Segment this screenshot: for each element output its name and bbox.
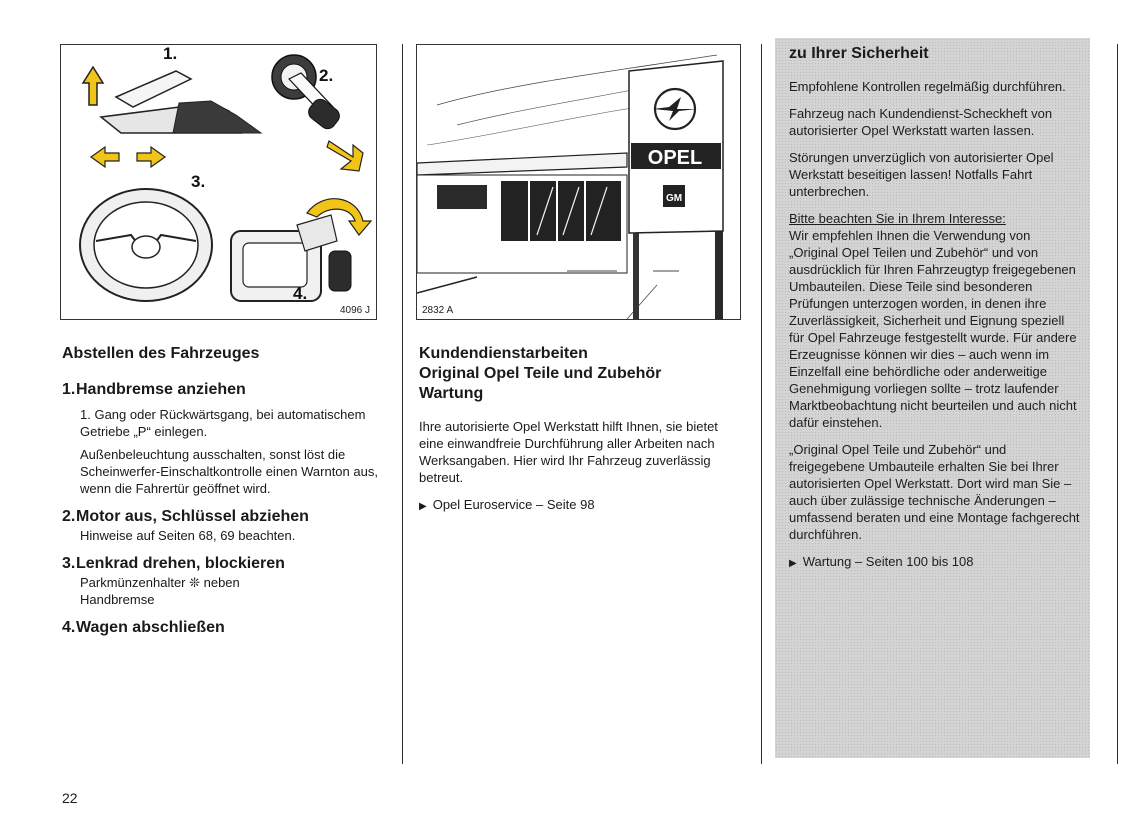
page-number: 22 (62, 790, 78, 806)
sidebar-paragraph-2: Fahrzeug nach Kundendienst-Scheckheft von autorisierter Opel Werkstatt warten lassen. (789, 106, 1053, 138)
building-windows (501, 181, 621, 241)
column-divider (761, 44, 762, 764)
heading-line: Kundendienstarbeiten (419, 345, 588, 362)
column-divider (402, 44, 403, 764)
handbrake-housing (173, 101, 261, 133)
door-key-icon (329, 251, 351, 291)
step-label-2: 2. (319, 66, 334, 85)
step-3-body: Parkmünzenhalter ❊ neben Handbremse (80, 575, 240, 607)
euroservice-reference (419, 496, 741, 515)
step-number: 2. (62, 508, 76, 525)
parking-steps-illustration (60, 44, 377, 320)
opel-sign-text: OPEL (647, 147, 703, 169)
gm-badge-text: GM (665, 193, 683, 204)
service-section (419, 344, 741, 515)
section-heading: Abstellen des Fahrzeuges (62, 345, 260, 362)
service-heading (419, 344, 741, 404)
sidebar-reference-text: Wartung – Seiten 100 bis 108 (802, 554, 974, 569)
step-title-text: Handbremse anziehen (76, 381, 246, 398)
workshop-illustration (416, 44, 741, 320)
step-2-body: Hinweise auf Seiten 68, 69 beachten. (80, 528, 296, 543)
step-1-body-1: 1. Gang oder Rückwärtsgang, bei automatischem Getriebe „P“ einlegen. (80, 407, 366, 439)
triangle-right-icon: ▶ (789, 558, 797, 569)
step-label-4: 4. (293, 284, 308, 303)
step-label-3: 3. (191, 172, 206, 191)
step-3-title (62, 554, 380, 574)
step-number: 3. (62, 555, 76, 572)
step-4-title (62, 618, 380, 638)
figure-code: 4096 J (339, 305, 370, 316)
arrow-right-icon (137, 147, 165, 167)
step-1-body-2: Außenbeleuchtung ausschalten, sonst löst die Scheinwerfer-Einschaltkontrolle einen Warnton aus, wenn die Fahrertür geöffnet wird. (80, 447, 378, 496)
sidebar-paragraph-4 (789, 210, 1080, 431)
sidebar-notice-body: Wir empfehlen Ihnen die Verwendung von „Original Opel Teilen und Zubehör“ und von ausdrücklich für Ihren Fahrzeugtyp freigegebenen Umbauteilen. Diese Teile sind besonderen Prüfungen unterzogen worden, in denen ihre Zuverlässigkeit, Sicherheit und Eignung speziell für Opel Fahrzeuge festgestellt wurde. Für andere Erzeugnisse können wir dies – auch wenn im Einzelfall eine behördliche oder anderweitige Genehmigung vorliegen sollte – trotz laufender Marktbeobachtung nicht beurteilen und auch nicht dafür einstehen. (789, 228, 1077, 430)
column-divider (1117, 44, 1118, 764)
triangle-right-icon: ▶ (419, 501, 427, 512)
euroservice-reference-text: Opel Euroservice – Seite 98 (432, 497, 595, 512)
arrow-pull-icon (327, 141, 363, 171)
figure-code: 2832 A (422, 305, 454, 316)
arrow-left-icon (91, 147, 119, 167)
step-title-text: Lenkrad drehen, blockieren (76, 555, 285, 572)
sidebar-notice-lead: Bitte beachten Sie in Ihrem Interesse: (789, 211, 1006, 226)
step-2-title (62, 507, 380, 527)
step-number: 1. (62, 381, 76, 398)
heading-line: Wartung (419, 385, 484, 402)
sidebar-paragraph-1: Empfohlene Kontrollen regelmäßig durchführen. (789, 79, 1066, 94)
workshop-illustration-svg (417, 45, 740, 319)
sidebar-reference (789, 553, 1080, 572)
sign-pole (633, 231, 639, 319)
parking-section (62, 344, 380, 638)
sidebar-paragraph-5: „Original Opel Teile und Zubehör“ und freigegebene Umbauteile erhalten Sie bei Ihrer autorisierten Opel Werkstatt. Dort wird man Sie – auch über zulässige technische Änderungen – umfassend beraten und eine Montage fachgerecht durchführen. (789, 442, 1080, 542)
building-roof (417, 153, 627, 175)
service-paragraph: Ihre autorisierte Opel Werkstatt hilft Ihnen, sie bietet eine einwandfreie Durchführung aller Arbeiten nach Werksangaben. Hier wird Ihr Fahrzeug zuverlässig betreut. (419, 419, 718, 485)
step-1-title (62, 380, 380, 400)
handbrake-lever (116, 71, 191, 107)
step-number: 4. (62, 619, 76, 636)
sidebar-paragraph-3: Störungen unverzüglich von autorisierter Opel Werkstatt beseitigen lassen! Notfalls Fahrt unterbrechen. (789, 150, 1054, 199)
safety-sidebar (775, 38, 1090, 758)
heading-line: Original Opel Teile und Zubehör (419, 365, 662, 382)
step-title-text: Wagen abschließen (76, 619, 225, 636)
parking-illustration-svg (61, 45, 376, 319)
step-title-text: Motor aus, Schlüssel abziehen (76, 508, 309, 525)
step-label-1: 1. (163, 45, 178, 63)
arrow-up-icon (83, 67, 103, 105)
sidebar-heading: zu Ihrer Sicherheit (789, 45, 929, 62)
